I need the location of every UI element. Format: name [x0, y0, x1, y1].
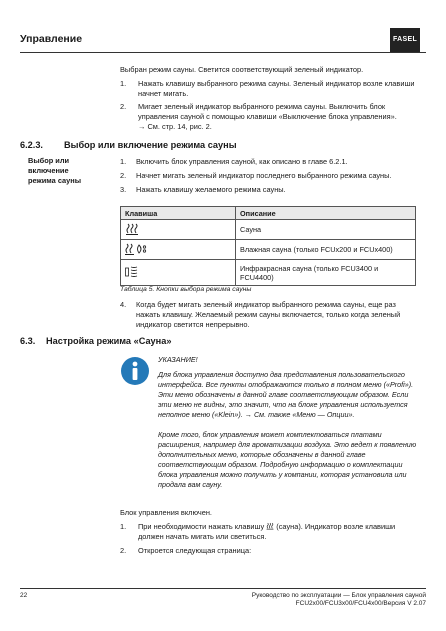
section-title: Настройка режима «Сауна»	[46, 336, 172, 346]
header-divider	[20, 52, 426, 53]
note-paragraph: Кроме того, блок управления может комплектоваться платами расширения, например для ароматизации воздуха. Это ведет к появлению дополнительных меню, которые обозначены в данной главе соответствующим образом. Подробную информацию о комплектации блока управления можно получить у компании, которая установила или продала вам сауну.	[158, 430, 417, 489]
section-number: 6.2.3.	[20, 140, 43, 150]
step-text: Начнет мигать зеленый индикатор последнего выбранного режима сауны.	[136, 171, 392, 180]
table-row	[121, 240, 416, 260]
table-header-key: Клавиша	[121, 207, 236, 220]
step-text: Откроется следующая страница:	[138, 546, 252, 555]
intro-text: Выбран режим сауны. Светится соответствующий зеленый индикатор.	[120, 65, 364, 74]
brand-logo: FASEL	[390, 28, 420, 52]
step-number: 2.	[120, 546, 127, 555]
note-paragraph: Для блока управления доступно два представления пользовательского интерфейса. Все пункты отображаются только в полном меню («Profi»). Эти меню обозначены в данной главе соответствующим образом. Если эти меню не видны, это значит, что на блоке управления используется неполное меню («Klein»). → См. также «Меню — Опции».	[158, 370, 414, 419]
section-heading-6-2-3	[20, 139, 420, 151]
step-number: 4.	[120, 300, 127, 309]
step-number: 2.	[120, 171, 127, 180]
status-text: Блок управления включен.	[120, 508, 212, 517]
step-number: 1.	[120, 522, 127, 531]
intro-step-number: 2.	[120, 102, 127, 111]
table-row	[121, 260, 416, 286]
step-number: 3.	[120, 185, 127, 194]
table-desc-cell: Инфракрасная сауна (только FCU3400 и FCU4400)	[236, 260, 416, 286]
table-key-cell	[121, 220, 236, 240]
step-number: 1.	[120, 157, 127, 166]
table-caption: Таблица 5. Кнопки выбора режима сауны	[120, 286, 252, 293]
note-title: УКАЗАНИЕ!	[158, 355, 198, 364]
table-header-row	[121, 207, 416, 220]
intro-step-text: Нажать клавишу выбранного режима сауны. Зеленый индикатор возле клавиши начнет мигать.	[138, 79, 415, 98]
sauna-icon	[266, 522, 274, 530]
footer-doc-title: Руководство по эксплуатации — Блок управления сауной	[251, 592, 426, 599]
intro-step-text: Мигает зеленый индикатор выбранного режима сауны. Выключить блок управления сауной с помощью клавиши «Выключение блока управления».	[138, 102, 397, 121]
footer-doc-version: FCU2x00/FCU3x00/FCU4x00/Версия V 2.07	[295, 600, 426, 607]
info-icon	[120, 356, 150, 386]
page-header-title: Управление	[20, 33, 83, 45]
table-header-description: Описание	[236, 207, 416, 220]
infrared-sauna-icon	[125, 265, 141, 279]
footer-divider	[20, 588, 426, 589]
step-text-post: (сауна). Индикатор возле клавиши должен начать мигать или светиться.	[138, 522, 396, 541]
section-title: Выбор или включение режима сауны	[64, 140, 237, 150]
table-row	[121, 220, 416, 240]
intro-step-number: 1.	[120, 79, 127, 88]
table-desc-cell: Влажная сауна (только FCUx200 и FCUx400)	[236, 240, 416, 260]
step-text: Нажать клавишу желаемого режима сауны.	[136, 185, 286, 194]
table-key-cell	[121, 260, 236, 286]
step-text	[138, 522, 416, 542]
mode-keys-table	[120, 206, 416, 286]
step-text: Включить блок управления сауной, как описано в главе 6.2.1.	[136, 157, 348, 166]
intro-cross-reference: → См. стр. 14, рис. 2.	[138, 122, 212, 131]
section-heading-6-3	[20, 335, 420, 347]
side-heading: Выбор или включение режима сауны	[28, 156, 82, 185]
sauna-icon	[125, 223, 139, 235]
humid-sauna-icon	[125, 243, 147, 255]
table-key-cell	[121, 240, 236, 260]
table-desc-cell: Сауна	[236, 220, 416, 240]
step-text: Когда будет мигать зеленый индикатор выбранного режима сауны, еще раз нажать клавишу. Желаемый режим сауны включается, только когда зеленый индикатор светится непрерывно.	[136, 300, 401, 329]
step-text-pre: При необходимости нажать клавишу	[138, 522, 265, 531]
page-number: 22	[20, 592, 28, 599]
section-number: 6.3.	[20, 336, 36, 346]
